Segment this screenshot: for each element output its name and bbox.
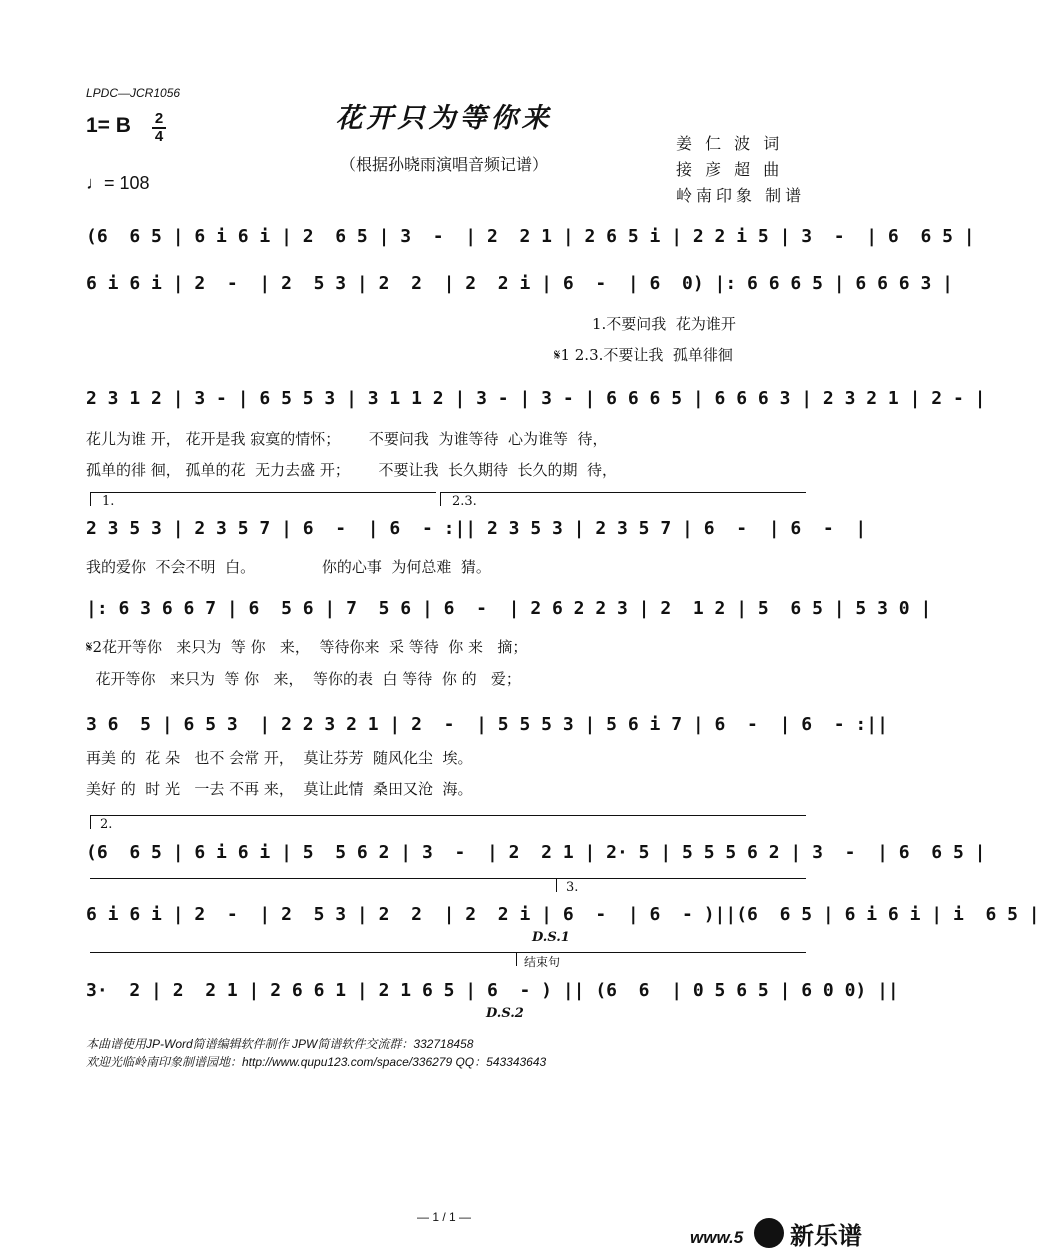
lyric-line-6a: 再美 的 花 朵 也不 会常 开， 莫让芬芳 随风化尘 埃。 <box>86 749 473 767</box>
volta-23-label: 2.3. <box>452 494 477 509</box>
lyric-line-3a: 花儿为谁 开， 花开是我 寂寞的情怀； 不要问我 为谁等待 心为谁等 待， <box>86 430 608 448</box>
watermark-url: www.5 <box>690 1228 744 1247</box>
volta-bracket-1 <box>90 492 436 493</box>
volta-bracket-3-edge <box>556 878 557 892</box>
volta-1-label: 1. <box>102 494 115 509</box>
footer-software-note: 本曲谱使用JP-Word简谱编辑软件制作 JPW简谱软件交流群：332718458 <box>86 1037 474 1051</box>
song-subtitle: （根据孙晓雨演唱音频记谱） <box>339 155 548 174</box>
line-9-top-rule <box>90 952 806 953</box>
volta-2-label: 2. <box>100 817 113 832</box>
ending-label: 结束句 <box>524 955 561 969</box>
score-line-6: 3 6 5 | 6 5 3 | 2 2 3 2 1 | 2 - | 5 5 5 3 | 5 6 i 7 | 6 - | 6 - :|| <box>86 714 888 735</box>
score-code: LPDC—JCR1056 <box>86 86 181 100</box>
score-line-2: 6 i 6 i | 2 - | 2 5 3 | 2 2 | 2 2 i | 6 - | 6 0) |: 6 6 6 5 | 6 6 6 3 | <box>86 273 953 294</box>
volta-bracket-1-edge <box>90 492 91 506</box>
page-number: — 1 / 1 — <box>416 1210 472 1224</box>
lyric-line-5a: 𝄋2花开等你 来只为 等 你 来， 等待你来 采 等待 你 来 摘； <box>86 638 528 656</box>
time-top: 2 <box>154 110 164 127</box>
score-line-4: 2 3 5 3 | 2 3 5 7 | 6 - | 6 - :|| 2 3 5 3 | 2 3 5 7 | 6 - | 6 - | <box>86 518 867 539</box>
lyric-line-5b: 花开等你 来只为 等 你 来， 等你的表 白 等待 你 的 爱； <box>86 670 521 688</box>
time-signature <box>152 112 166 144</box>
score-line-5: |: 6 3 6 6 7 | 6 5 6 | 7 5 6 | 6 - | 2 6 2 2 3 | 2 1 2 | 5 6 5 | 5 3 0 | <box>86 598 932 619</box>
lyricist-credit: 姜 仁 波 词 <box>676 134 784 153</box>
composer-credit: 接 彦 超 曲 <box>676 160 784 179</box>
volta-bracket-2 <box>90 815 806 816</box>
lyric-line-2a: 1.不要问我 花为谁开 <box>592 315 736 333</box>
lyric-line-3b: 孤单的徘 徊， 孤单的花 无力去盛 开； 不要让我 长久期待 长久的期 待， <box>86 461 618 479</box>
footer-site-note: 欢迎光临岭南印象制谱园地：http://www.qupu123.com/space/336279 QQ：543343643 <box>86 1055 547 1069</box>
volta-bracket-2-edge <box>90 815 91 829</box>
key-signature: 1= B <box>86 114 131 137</box>
score-line-1: (6 6 5 | 6 i 6 i | 2 6 5 | 3 - | 2 2 1 | 2 6 5 i | 2 2 i 5 | 3 - | 6 6 5 | <box>86 226 975 247</box>
score-line-3: 2 3 1 2 | 3 - | 6 5 5 3 | 3 1 1 2 | 3 - | 3 - | 6 6 6 5 | 6 6 6 3 | 2 3 2 1 | 2 - | <box>86 388 986 409</box>
lyric-line-6b: 美好 的 时 光 一去 不再 来， 莫让此情 桑田又沧 海。 <box>86 780 473 798</box>
volta-bracket-23-edge <box>440 492 441 506</box>
arranger-credit: 岭南印象 制谱 <box>676 186 806 205</box>
lyric-line-2b: 𝄋1 2.3.不要让我 孤单徘徊 <box>554 346 733 364</box>
tempo-marking: ♩= 108 <box>86 173 150 193</box>
score-line-7: (6 6 5 | 6 i 6 i | 5 5 6 2 | 3 - | 2 2 1 | 2· 5 | 5 5 5 6 2 | 3 - | 6 6 5 | <box>86 842 986 863</box>
ending-bracket-edge <box>516 952 517 966</box>
ds2-mark: D.S.2 <box>486 1006 524 1021</box>
score-line-8: 6 i 6 i | 2 - | 2 5 3 | 2 2 | 2 2 i | 6 - | 6 - )||(6 6 5 | 6 i 6 i | i 6 5 | <box>86 904 1040 925</box>
score-line-9: 3· 2 | 2 2 1 | 2 6 6 1 | 2 1 6 5 | 6 - ) || (6 6 | 0 5 6 5 | 6 0 0) || <box>86 980 899 1001</box>
song-title: 花开只为等你来 <box>335 103 553 134</box>
site-logo: 新乐谱 <box>790 1222 862 1250</box>
volta-bracket-23 <box>440 492 806 493</box>
ds1-mark: D.S.1 <box>532 930 570 945</box>
time-bottom: 4 <box>154 128 164 145</box>
lyric-line-4: 我的爱你 不会不明 白。 你的心事 为何总难 猜。 <box>86 558 491 576</box>
volta-3-label: 3. <box>566 880 579 895</box>
logo-disc-icon <box>754 1218 784 1248</box>
line-8-top-rule <box>90 878 806 879</box>
